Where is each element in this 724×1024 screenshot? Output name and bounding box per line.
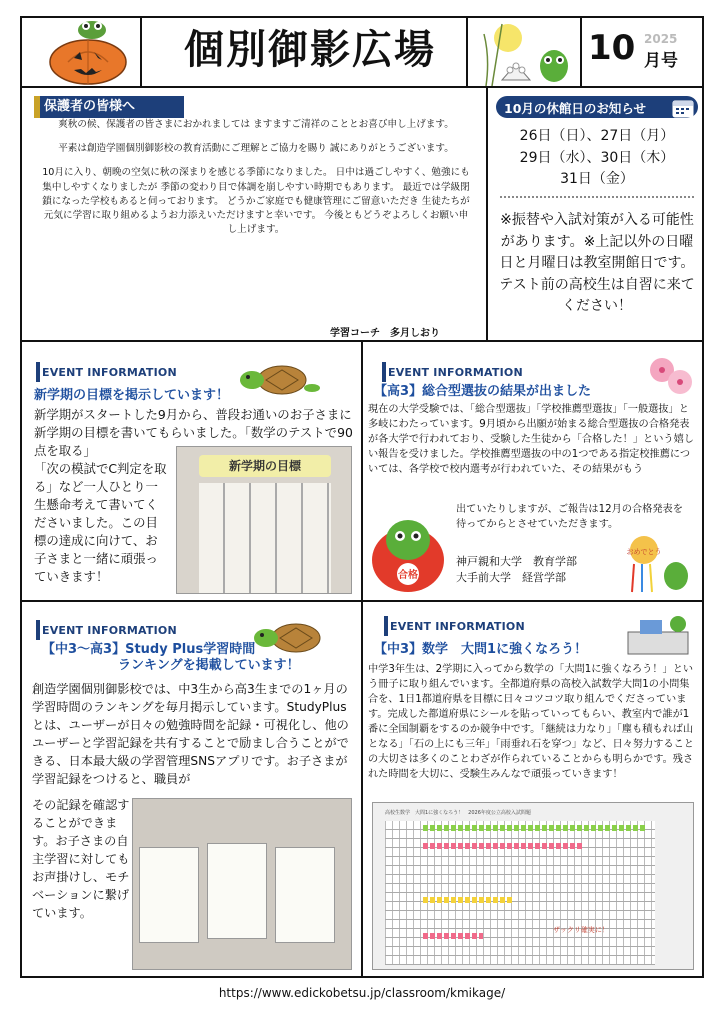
greeting-divider — [486, 86, 488, 340]
closed-note: ※振替や入試対策が入る可能性があります。※上記以外の日曜日と月曜日は教室開館日です。テスト前の高校生は自習に来てください！ — [499, 212, 695, 314]
sticker-row — [423, 897, 513, 903]
event1-heading: 新学期の目標を掲示しています！ — [34, 388, 230, 403]
event4-text: 中学3年生は、2学期に入ってから数学の「大問1に強くなろう！」という冊子に取り組んでいます。全都道府県の高校入試数学大問1の小問集合を、1日1都道府県を目標に日々コツコツ取り組んでくださっています。完成した都道府県にシールを貼っていってもらい、教室内で誰が1番に全国制覇をするのか競争中です。「継続は力なり」「塵も積もれば山となる」「石の上にも三年」「雨垂れ石を穿つ」など、日々努力することの大切さは多くのことわざが作られていることからも明らかです。残された時間を大切に、受験生みんなで頑張っていきます！ — [368, 664, 694, 780]
moon-viewing-illustration — [472, 18, 578, 86]
header-left-divider — [140, 16, 142, 88]
turtle-illustration — [236, 356, 328, 396]
issue-badge — [584, 22, 702, 82]
sticker-row — [423, 933, 483, 939]
goals-banner: 新学期の目標 — [199, 455, 331, 477]
closed-date-line: 26日（日）、27日（月） — [519, 128, 675, 144]
ranking-sheet — [275, 847, 335, 943]
event3-text-left: その記録を確認することができます。お子さまの自主学習に対してもお声掛けし、モチベーションに繋げています。 — [32, 798, 130, 920]
event4-heading: 【中3】数学 大問1に強くなろう！ — [374, 642, 588, 657]
closed-date-line: 29日（水）、30日（木） — [519, 149, 675, 166]
turtle-illustration — [250, 614, 342, 654]
event-label: EVENT INFORMATION — [390, 620, 525, 633]
column-divider — [361, 340, 363, 978]
greeting-para2: 平素は創造学園個別御影校の教育活動にご理解とご協力を賜り 誠にありがとうございます。 — [58, 143, 454, 155]
greeting-heading: 保護者の皆様へ — [34, 96, 184, 118]
celebration-label: おめでとう — [626, 548, 662, 556]
header-divider — [20, 86, 704, 88]
issue-year: 2025 — [644, 32, 678, 46]
event2-results — [456, 554, 616, 586]
closed-date-line: 31日（金） — [560, 171, 634, 187]
goals-board-photo — [176, 446, 352, 594]
ranking-sheet — [139, 847, 199, 943]
daruma-illustration — [368, 504, 450, 594]
pumpkin-illustration — [46, 18, 130, 86]
event1-text-left: 「次の模試でC判定を取る」など一人ひとり一生懸命考えて書いてくださいました。この目標の達成に向けて、お子さまと一緒に頑張っていきます！ — [34, 461, 167, 584]
calendar-icon — [672, 98, 694, 118]
result-line: 神戸親和大学 教育学部 — [456, 555, 577, 568]
event1-text-top: 新学期がスタートした9月から、普段お通いのお子さまに新学期の目標を書いてもらいました。「数学のテストで90点を取る」 — [34, 407, 353, 458]
closed-days-heading — [496, 96, 698, 118]
event2-heading: 【高3】総合型選抜の結果が出ました — [374, 384, 592, 399]
sticker-chart-title: 高校生数学 大問1に強くなろう！ 2026年度公立高校入試問題 — [385, 810, 531, 816]
issue-suffix: 月号 — [644, 51, 678, 71]
header-right-divider — [580, 16, 582, 88]
celebration-illustration — [620, 534, 696, 594]
event-label: EVENT INFORMATION — [42, 366, 177, 379]
event-label: EVENT INFORMATION — [388, 366, 523, 379]
greeting-para3: 10月に入り、朝晩の空気に秋の深まりを感じる季節になりました。 日中は過ごしやすく、勉強にも集中しやすくなりましたが 季節の変わり目で体調を崩しやすい時期でもあります。 最近では学級閉鎖になった学校もあると伺っております。 どうかご家庭でも健康管理にご留意いただき 生徒たちが元気に学習に取り組めるようお力添えいただけますと幸いです。 今後ともどうぞよろしくお願い申し上げます。 — [42, 167, 470, 236]
event3-text: 創造学園個別御影校では、中3生から高3生までの1ヶ月の学習時間のランキングを毎月掲示しています。StudyPlusとは、ユーザーが日々の勉強時間を記録・可視化し、他のユーザーと学習記録を共有することで励まし合うことができる、日本最大級の学習管理SNSアプリです。お子さまが学習記録をつけると、職員が — [32, 682, 349, 786]
closed-days-heading-text: 10月の休館日のお知らせ — [504, 101, 647, 116]
footer-url[interactable]: https://www.edickobetsu.jp/classroom/kmikage/ — [218, 986, 506, 1000]
sticker-row — [423, 825, 645, 831]
sticker-row — [423, 843, 583, 849]
event3-heading-line1: 【中3～高3】Study Plus学習時間 — [42, 642, 256, 657]
issue-month: 10 — [588, 28, 636, 68]
greeting-text — [40, 118, 472, 247]
event-label: EVENT INFORMATION — [42, 624, 177, 637]
dotted-divider — [500, 196, 694, 198]
sticker-chart-note: ザックリ確実に！ — [553, 926, 609, 934]
event3-heading-line2: ランキングを掲載しています！ — [118, 658, 300, 673]
closed-dates — [496, 126, 698, 191]
page-title: 個別御影広場 — [184, 27, 436, 73]
sticker-chart-photo — [372, 802, 694, 970]
study-desk-illustration — [624, 612, 698, 660]
event2-text: 現在の大学受験では、「総合型選抜」「学校推薦型選抜」「一般選抜」と多岐にわたっています。9月頃から出願が始まる総合型選抜の合格発表が各大学で行われており、受験した生徒から「合格した！」という嬉しい報告を受けました。学校推薦型選抜の中の1つである指定校推薦については、各学校で校内選考が行われていた、その結果がもう — [368, 404, 694, 475]
event2-text-tail: 出ていたりしますが、ご報告は12月の合格発表を待ってからとさせていただきます。 — [456, 504, 683, 530]
greeting-para1: 爽秋の候、保護者の皆さまにおかれましては ますますご清祥のこととお喜び申し上げます。 — [58, 119, 454, 130]
result-line: 大手前大学 経営学部 — [456, 571, 566, 584]
ranking-photo — [132, 798, 352, 970]
ranking-sheet — [207, 843, 267, 939]
sakura-illustration — [644, 354, 696, 398]
daruma-label: 合格 — [398, 570, 418, 581]
greeting-signature: 学習コーチ 多月しおり — [330, 328, 440, 339]
goals-cards — [199, 483, 331, 594]
